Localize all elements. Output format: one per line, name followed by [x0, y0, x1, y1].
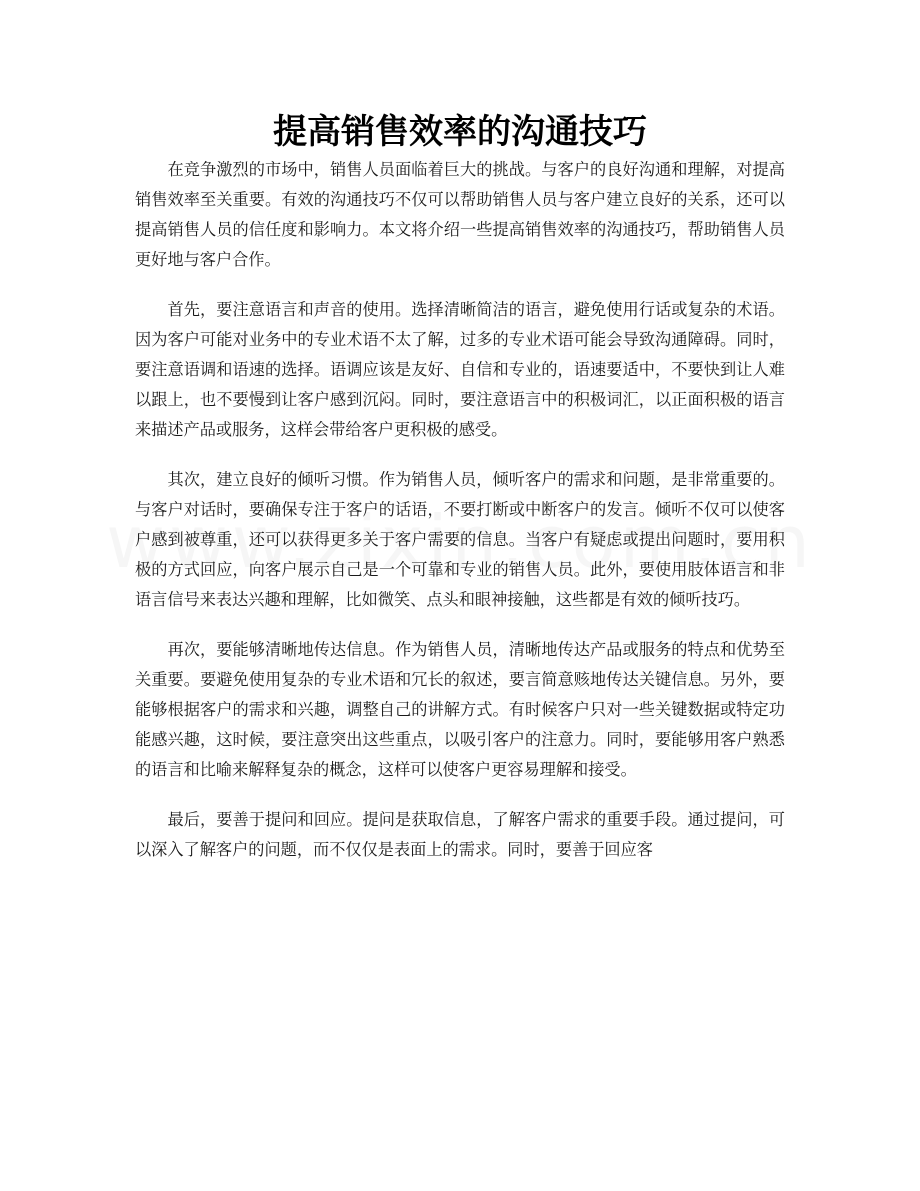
paragraph-listening: 其次，建立良好的倾听习惯。作为销售人员，倾听客户的需求和问题，是非常重要的。与客户对话时，要确保专注于客户的话语，不要打断或中断客户的发言。倾听不仅可以使客户感到被尊重，还可以获得更多关于客户需要的信息。当客户有疑虑或提出问题时，要用积极的方式回应，向客户展示自己是一个可靠和专业的销售人员。此外，要使用肢体语言和非语言信号来表达兴趣和理解，比如微笑、点头和眼神接触，这些都是有效的倾听技巧。	[135, 470, 785, 609]
document-title: 提高销售效率的沟通技巧	[273, 112, 647, 152]
paragraph-clarity: 再次，要能够清晰地传达信息。作为销售人员，清晰地传达产品或服务的特点和优势至关重要。要避免使用复杂的专业术语和冗长的叙述，要言简意赅地传达关键信息。另外，要能够根据客户的需求和兴趣，调整自己的讲解方式。有时候客户只对一些关键数据或特定功能感兴趣，这时候，要注意突出这些重点，以吸引客户的注意力。同时，要能够用客户熟悉的语言和比喻来解释复杂的概念，这样可以使客户更容易理解和接受。	[135, 640, 785, 779]
paragraph-intro: 在竞争激烈的市场中，销售人员面临着巨大的挑战。与客户的良好沟通和理解，对提高销售效率至关重要。有效的沟通技巧不仅可以帮助销售人员与客户建立良好的关系，还可以提高销售人员的信任度和影响力。本文将介绍一些提高销售效率的沟通技巧，帮助销售人员更好地与客户合作。	[135, 160, 785, 269]
paragraph-questions: 最后，要善于提问和回应。提问是获取信息，了解客户需求的重要手段。通过提问，可以深入了解客户的问题，而不仅仅是表面上的需求。同时，要善于回应客	[135, 810, 785, 859]
paragraph-language: 首先，要注意语言和声音的使用。选择清晰简洁的语言，避免使用行话或复杂的术语。因为客户可能对业务中的专业术语不太了解，过多的专业术语可能会导致沟通障碍。同时，要注意语调和语速的选择。语调应该是友好、自信和专业的，语速要适中，不要快到让人难以跟上，也不要慢到让客户感到沉闷。同时，要注意语言中的积极词汇，以正面积极的语言来描述产品或服务，这样会带给客户更积极的感受。	[135, 300, 785, 439]
document-body	[135, 155, 785, 885]
